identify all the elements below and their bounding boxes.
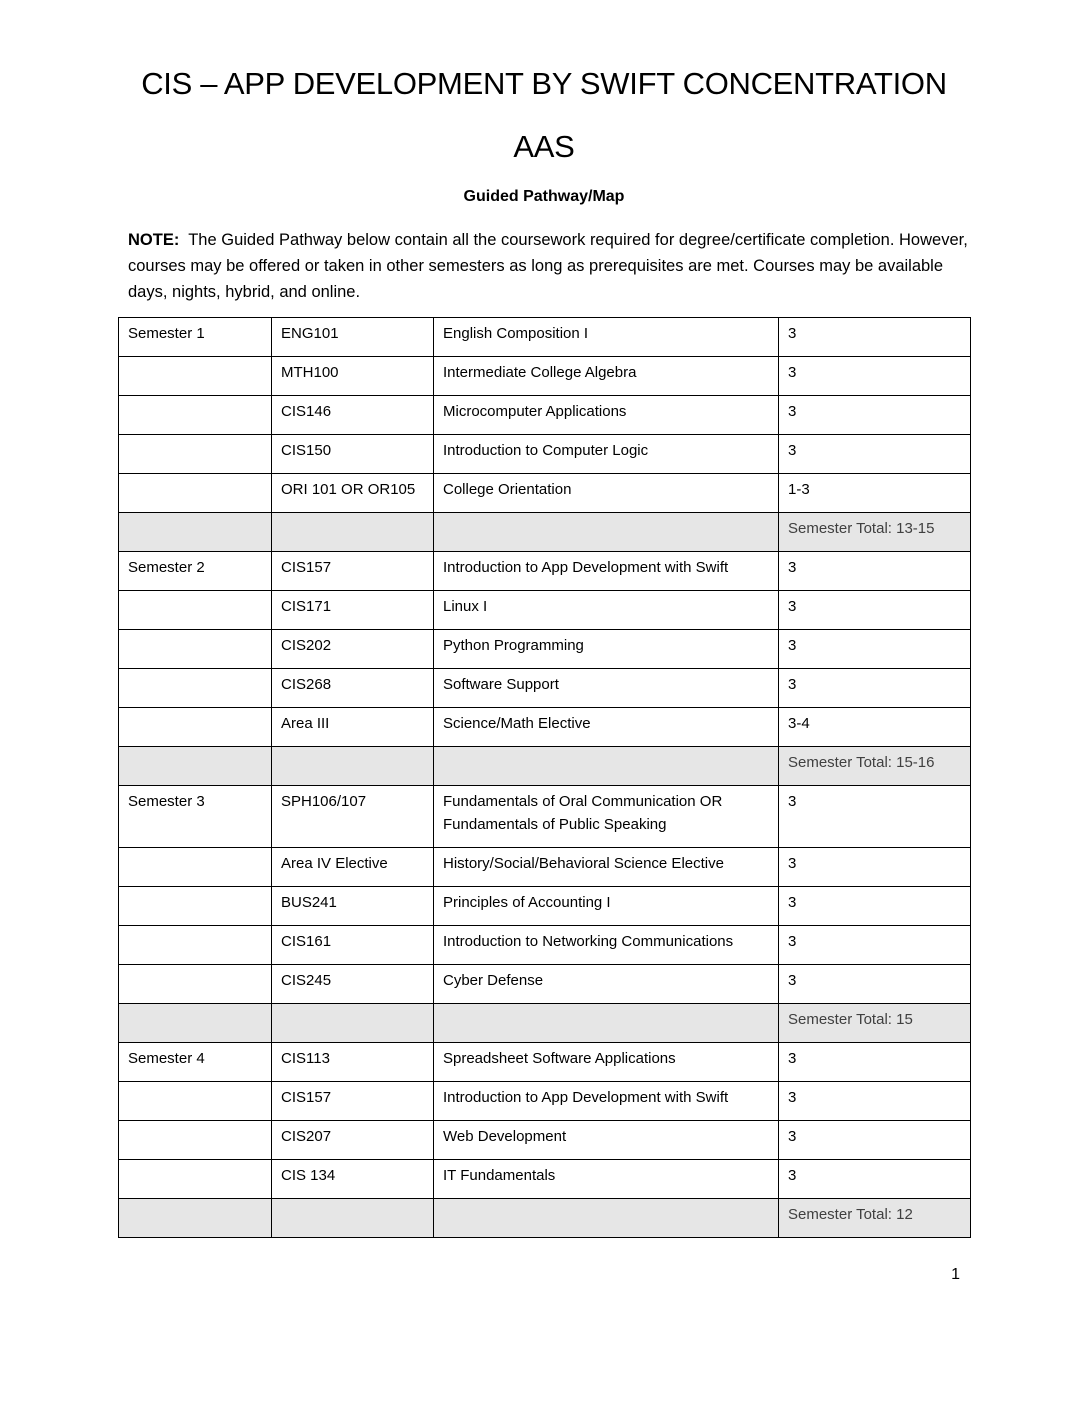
course-row (119, 848, 971, 887)
course-title-cell: Fundamentals of Oral Communication OR Fundamentals of Public Speaking (434, 786, 779, 848)
semester-cell (119, 708, 272, 747)
semester-cell (119, 747, 272, 786)
course-title-cell: Cyber Defense (434, 965, 779, 1004)
course-title-cell: Intermediate College Algebra (434, 357, 779, 396)
semester-cell (119, 887, 272, 926)
course-title-cell: English Composition I (434, 318, 779, 357)
course-row (119, 1160, 971, 1199)
semester-total-row (119, 1004, 971, 1043)
course-code-cell (272, 1004, 434, 1043)
course-title-cell: IT Fundamentals (434, 1160, 779, 1199)
course-row (119, 1082, 971, 1121)
course-code-cell: CIS113 (272, 1043, 434, 1082)
note-paragraph (128, 227, 968, 305)
course-code-cell: CIS150 (272, 435, 434, 474)
course-row (119, 708, 971, 747)
course-title-cell (434, 1004, 779, 1043)
course-title-cell: Python Programming (434, 630, 779, 669)
credits-cell: 3 (779, 965, 971, 1004)
course-code-cell: CIS202 (272, 630, 434, 669)
course-row (119, 435, 971, 474)
course-row (119, 591, 971, 630)
course-row (119, 887, 971, 926)
semester-cell (119, 669, 272, 708)
course-row (119, 1043, 971, 1082)
semester-cell: Semester 4 (119, 1043, 272, 1082)
semester-cell (119, 1199, 272, 1238)
course-row (119, 1121, 971, 1160)
semester-cell (119, 1082, 272, 1121)
course-row (119, 552, 971, 591)
semester-cell (119, 965, 272, 1004)
semester-total-cell: Semester Total: 15-16 (779, 747, 971, 786)
semester-total-cell: Semester Total: 15 (779, 1004, 971, 1043)
credits-cell: 3 (779, 887, 971, 926)
semester-cell (119, 926, 272, 965)
course-row (119, 357, 971, 396)
note-text: The Guided Pathway below contain all the coursework required for degree/certificate completion. However, courses may be offered or taken in other semesters as long as prerequisites are met. Courses may be available days, nights, hybrid, and online. (128, 231, 968, 301)
course-title-cell: Linux I (434, 591, 779, 630)
course-title-cell: Introduction to Networking Communications (434, 926, 779, 965)
course-row (119, 396, 971, 435)
credits-cell: 3-4 (779, 708, 971, 747)
semester-cell (119, 435, 272, 474)
credits-cell: 3 (779, 1160, 971, 1199)
credits-cell: 3 (779, 1121, 971, 1160)
credits-cell: 3 (779, 357, 971, 396)
course-code-cell: ORI 101 OR OR105 (272, 474, 434, 513)
note-label: NOTE: (128, 231, 180, 249)
course-title-cell: Software Support (434, 669, 779, 708)
semester-cell (119, 630, 272, 669)
course-title-cell: Principles of Accounting I (434, 887, 779, 926)
semester-total-row (119, 747, 971, 786)
credits-cell: 3 (779, 591, 971, 630)
course-code-cell: BUS241 (272, 887, 434, 926)
credits-cell: 3 (779, 1043, 971, 1082)
course-row (119, 318, 971, 357)
course-title-cell: Microcomputer Applications (434, 396, 779, 435)
course-row (119, 669, 971, 708)
semester-cell: Semester 3 (119, 786, 272, 848)
semester-cell (119, 1121, 272, 1160)
credits-cell: 3 (779, 318, 971, 357)
credits-cell: 3 (779, 926, 971, 965)
course-title-cell: Introduction to App Development with Swift (434, 1082, 779, 1121)
course-row (119, 926, 971, 965)
course-code-cell: MTH100 (272, 357, 434, 396)
course-code-cell (272, 513, 434, 552)
semester-cell (119, 591, 272, 630)
course-code-cell: CIS146 (272, 396, 434, 435)
course-code-cell (272, 1199, 434, 1238)
course-row (119, 630, 971, 669)
semester-cell (119, 357, 272, 396)
credits-cell: 3 (779, 848, 971, 887)
course-code-cell: SPH106/107 (272, 786, 434, 848)
course-code-cell: Area IV Elective (272, 848, 434, 887)
course-row (119, 786, 971, 848)
course-title-cell: History/Social/Behavioral Science Elective (434, 848, 779, 887)
semester-cell (119, 396, 272, 435)
course-title-cell: Spreadsheet Software Applications (434, 1043, 779, 1082)
credits-cell: 3 (779, 669, 971, 708)
credits-cell: 1-3 (779, 474, 971, 513)
credits-cell: 3 (779, 396, 971, 435)
page-number: 1 (951, 1266, 960, 1283)
course-code-cell: CIS245 (272, 965, 434, 1004)
course-title-cell (434, 513, 779, 552)
course-row (119, 965, 971, 1004)
semester-total-row (119, 1199, 971, 1238)
course-code-cell: CIS171 (272, 591, 434, 630)
course-code-cell (272, 747, 434, 786)
course-title-cell: Introduction to App Development with Swift (434, 552, 779, 591)
course-title-cell: College Orientation (434, 474, 779, 513)
course-row (119, 474, 971, 513)
page-subtitle: Guided Pathway/Map (463, 188, 625, 205)
course-title-cell (434, 747, 779, 786)
semester-cell (119, 848, 272, 887)
semester-cell: Semester 1 (119, 318, 272, 357)
pathway-table (118, 317, 971, 1238)
semester-cell (119, 474, 272, 513)
credits-cell: 3 (779, 435, 971, 474)
course-code-cell: CIS 134 (272, 1160, 434, 1199)
semester-cell (119, 1160, 272, 1199)
course-code-cell: ENG101 (272, 318, 434, 357)
page-title: CIS – APP DEVELOPMENT BY SWIFT CONCENTRATION (141, 66, 947, 101)
course-title-cell (434, 1199, 779, 1238)
course-title-cell: Science/Math Elective (434, 708, 779, 747)
semester-cell (119, 513, 272, 552)
semester-total-row (119, 513, 971, 552)
credits-cell: 3 (779, 786, 971, 848)
course-code-cell: CIS268 (272, 669, 434, 708)
semester-total-cell: Semester Total: 13-15 (779, 513, 971, 552)
credits-cell: 3 (779, 1082, 971, 1121)
course-code-cell: CIS157 (272, 1082, 434, 1121)
credits-cell: 3 (779, 630, 971, 669)
degree-type: AAS (513, 129, 575, 164)
course-title-cell: Web Development (434, 1121, 779, 1160)
course-code-cell: CIS161 (272, 926, 434, 965)
course-code-cell: Area III (272, 708, 434, 747)
semester-cell (119, 1004, 272, 1043)
course-title-cell: Introduction to Computer Logic (434, 435, 779, 474)
credits-cell: 3 (779, 552, 971, 591)
course-code-cell: CIS207 (272, 1121, 434, 1160)
semester-cell: Semester 2 (119, 552, 272, 591)
course-code-cell: CIS157 (272, 552, 434, 591)
semester-total-cell: Semester Total: 12 (779, 1199, 971, 1238)
